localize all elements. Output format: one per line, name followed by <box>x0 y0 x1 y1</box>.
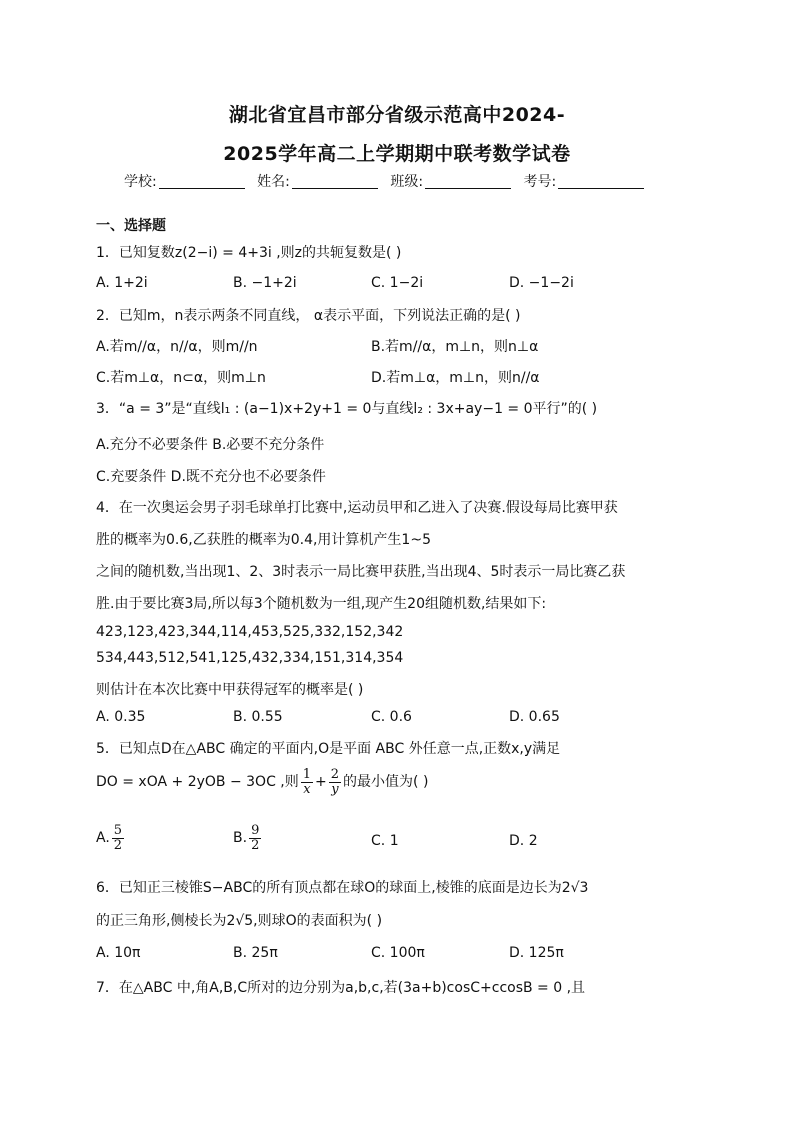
q4-option-a: A. 0.35 <box>96 709 146 725</box>
q2-option-b: B.若m//α，m⊥n，则n⊥α <box>371 339 539 355</box>
q6-option-c: C. 100π <box>371 945 425 961</box>
q3-options-row1: A.充分不必要条件 B.必要不充分条件 <box>96 437 325 453</box>
q5-option-b-fraction <box>249 824 261 852</box>
exam-title-line1: 湖北省宜昌市部分省级示范高中2024- <box>228 104 566 126</box>
q5-option-c <box>371 833 399 849</box>
q7-line1: 7．在△ABC 中,角A,B,C所对的边分别为a,b,c,若(3a+b)cosC+ccosB = 0 ,且 <box>96 980 586 996</box>
q5-option-b <box>233 824 263 852</box>
q5-option-b-den: 2 <box>251 837 260 853</box>
q5-frac2-numerator: 2 <box>330 767 340 782</box>
q4-data-row2: 534,443,512,541,125,432,334,151,314,354 <box>96 650 404 666</box>
q5-frac1-numerator: 1 <box>302 767 312 782</box>
q1-option-d: D. −1−2i <box>509 275 574 291</box>
exam-no-blank[interactable] <box>558 188 644 189</box>
q5-option-b-num: 9 <box>251 823 260 838</box>
q2-option-d: D.若m⊥α，m⊥n，则n//α <box>371 370 540 386</box>
q2-stem: 2．已知m，n表示两条不同直线， α表示平面，下列说法正确的是( ) <box>96 308 521 324</box>
q1-option-b: B. −1+2i <box>233 275 297 291</box>
q5-line1: 5．已知点D在△ABC 确定的平面内,O是平面 ABC 外任意一点,正数x,y满足 <box>96 741 561 757</box>
q5-tail: 的最小值为( ) <box>343 774 429 791</box>
q6-option-d: D. 125π <box>509 945 564 961</box>
q4-option-c: C. 0.6 <box>371 709 412 725</box>
q1-option-c: C. 1−2i <box>371 275 424 291</box>
name-label: 姓名: <box>257 174 290 190</box>
q2-option-a: A.若m//α，n//α，则m//n <box>96 339 258 355</box>
q4-line4: 胜.由于要比赛3局,所以每3个随机数为一组,现产生20组随机数,结果如下: <box>96 596 547 612</box>
q1-stem: 1．已知复数z(2−i) = 4+3i ,则z的共轭复数是( ) <box>96 245 402 261</box>
student-info-row <box>124 171 652 191</box>
q5-option-c-prefix: C. <box>371 833 386 849</box>
q5-option-d-prefix: D. <box>509 833 525 849</box>
q5-option-a-fraction <box>112 824 124 852</box>
q4-question: 则估计在本次比赛中甲获得冠军的概率是( ) <box>96 682 364 698</box>
q5-vector-equation: DO = xOA + 2yOB − 3OC ,则 <box>96 774 299 791</box>
q2-option-c: C.若m⊥α，n⊂α，则m⊥n <box>96 370 266 386</box>
q4-data-row1: 423,123,423,344,114,453,525,332,152,342 <box>96 624 404 640</box>
q5-option-d <box>509 833 538 849</box>
q4-line3: 之间的随机数,当出现1、2、3时表示一局比赛甲获胜,当出现4、5时表示一局比赛乙获 <box>96 564 626 580</box>
q5-fraction-1-over-x <box>301 768 313 796</box>
school-label: 学校: <box>124 174 157 190</box>
q5-option-d-value: 2 <box>528 833 538 849</box>
class-label: 班级: <box>390 174 424 190</box>
q6-option-b: B. 25π <box>233 945 278 961</box>
q5-equation-line: DO = xOA + 2yOB − 3OC ,则 $\frac{1}{x}$ + $\frac{2}{y}$ 的最小值为( ) <box>96 767 429 797</box>
q6-line2: 的正三角形,侧棱长为2√5,则球O的表面积为( ) <box>96 913 383 929</box>
q5-option-b-prefix: B. <box>233 830 248 847</box>
school-blank[interactable] <box>159 188 245 189</box>
name-blank[interactable] <box>292 188 378 189</box>
q4-line2: 胜的概率为0.6,乙获胜的概率为0.4,用计算机产生1~5 <box>96 532 431 548</box>
q5-option-a <box>96 824 126 852</box>
class-blank[interactable] <box>425 188 511 189</box>
q4-option-b: B. 0.55 <box>233 709 283 725</box>
q5-option-a-num: 5 <box>113 823 123 838</box>
q4-line1: 4．在一次奥运会男子羽毛球单打比赛中,运动员甲和乙进入了决赛.假设每局比赛甲获 <box>96 500 618 516</box>
section-heading: 一、选择题 <box>96 218 166 234</box>
q3-stem: 3．“a = 3”是“直线l₁ : (a−1)x+2y+1 = 0与直线l₂ : 3x+ay−1 = 0平行”的( ) <box>96 401 598 417</box>
q4-option-d: D. 0.65 <box>509 709 560 725</box>
q1-option-a: A. 1+2i <box>96 275 148 291</box>
q3-options-row2: C.充要条件 D.既不充分也不必要条件 <box>96 469 326 485</box>
q5-option-a-prefix: A. <box>96 830 110 847</box>
q5-option-c-value: 1 <box>389 833 399 849</box>
q6-option-a: A. 10π <box>96 945 141 961</box>
q5-frac1-denominator: x <box>303 781 311 797</box>
q5-option-a-den: 2 <box>113 837 123 853</box>
q5-fraction-2-over-y <box>329 768 341 796</box>
q6-line1: 6．已知正三棱锥S−ABC的所有顶点都在球O的球面上,棱锥的底面是边长为2√3 <box>96 880 589 896</box>
q5-frac2-denominator: y <box>331 781 339 797</box>
exam-no-label: 考号: <box>523 174 557 190</box>
exam-title-line2: 2025学年高二上学期期中联考数学试卷 <box>223 143 571 165</box>
